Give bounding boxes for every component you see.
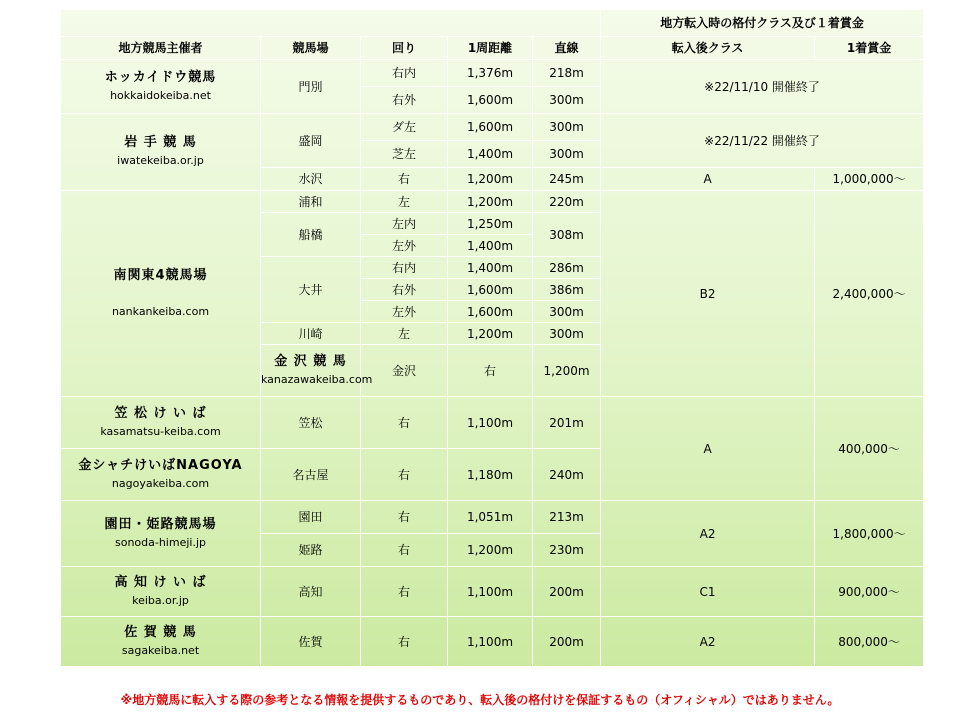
organizer-name: 笠 松 け い ば	[114, 405, 207, 421]
track-name: 盛岡	[261, 114, 361, 168]
straight-cell: 300m	[533, 323, 601, 345]
direction-cell: 左	[361, 191, 448, 213]
circuit-cell: 1,200m	[448, 534, 533, 567]
circuit-cell: 1,200m	[448, 168, 533, 191]
circuit-cell: 1,400m	[448, 257, 533, 279]
organizer-url: nagoyakeiba.com	[111, 476, 210, 490]
circuit-cell: 1,100m	[448, 397, 533, 449]
straight-cell: 218m	[533, 60, 601, 87]
circuit-cell: 1,100m	[448, 617, 533, 667]
class-cell: A	[601, 168, 815, 191]
organizer-url: keiba.or.jp	[132, 593, 189, 607]
straight-cell: 286m	[533, 257, 601, 279]
header-straight: 直線	[533, 37, 601, 60]
prize-cell: 1,800,000～	[815, 501, 924, 567]
straight-cell: 245m	[533, 168, 601, 191]
track-name: 船橋	[261, 213, 361, 257]
table-row	[61, 617, 924, 667]
direction-cell: 右	[361, 567, 448, 617]
straight-cell: 300m	[533, 87, 601, 114]
organizer-cell-sonoda-himeji	[61, 501, 261, 567]
straight-cell: 201m	[533, 397, 601, 449]
direction-cell: 右	[361, 397, 448, 449]
racecourse-table	[60, 9, 924, 667]
prize-cell: 1,000,000～	[815, 168, 924, 191]
closure-note: ※22/11/22 開催終了	[601, 114, 924, 168]
prize-cell: 400,000～	[815, 397, 924, 501]
track-name: 園田	[261, 501, 361, 534]
header-circuit: 1周距離	[448, 37, 533, 60]
organizer-url: hokkaidokeiba.net	[110, 88, 211, 102]
circuit-cell: 1,600m	[448, 301, 533, 323]
organizer-cell-kasamatsu	[61, 397, 261, 449]
header-class-after: 転入後クラス	[601, 37, 815, 60]
table-row	[61, 567, 924, 617]
prize-cell: 2,400,000～	[815, 191, 924, 397]
prize-cell: 800,000～	[815, 617, 924, 667]
straight-cell: 240m	[533, 449, 601, 501]
class-cell: B2	[601, 191, 815, 397]
table-row	[61, 191, 924, 213]
table-row	[61, 114, 924, 141]
organizer-cell-hokkaido	[61, 60, 261, 114]
organizer-name: 佐 賀 競 馬	[124, 624, 197, 640]
direction-cell: 左内	[361, 213, 448, 235]
header-racecourse: 競馬場	[261, 37, 361, 60]
track-name: 大井	[261, 257, 361, 323]
circuit-cell: 1,600m	[448, 87, 533, 114]
direction-cell: 右	[448, 345, 533, 397]
circuit-cell: 1,400m	[448, 235, 533, 257]
straight-cell: 230m	[533, 534, 601, 567]
organizer-name: ホッカイドウ競馬	[104, 69, 217, 85]
organizer-name: 金シャチけいばNAGOYA	[78, 457, 243, 473]
direction-cell: 右	[361, 168, 448, 191]
circuit-cell: 1,376m	[448, 60, 533, 87]
circuit-cell: 1,250m	[448, 213, 533, 235]
disclaimer-note: ※地方競馬に転入する際の参考となる情報を提供するものであり、転入後の格付けを保証するもの（オフィシャル）ではありません。	[120, 693, 840, 707]
circuit-cell: 1,100m	[448, 567, 533, 617]
table-row	[61, 501, 924, 534]
straight-cell: 220m	[533, 191, 601, 213]
circuit-cell: 1,600m	[448, 279, 533, 301]
organizer-cell-nagoya	[61, 449, 261, 501]
organizer-name: 南関東4競馬場	[113, 267, 208, 283]
direction-cell: 右	[361, 501, 448, 534]
direction-cell: 右	[361, 449, 448, 501]
header-group-title: 地方転入時の格付クラス及び１着賞金	[601, 10, 924, 37]
class-cell: A	[601, 397, 815, 501]
organizer-url: kasamatsu-keiba.com	[100, 424, 221, 438]
direction-cell: 右外	[361, 279, 448, 301]
organizer-cell-iwate	[61, 114, 261, 191]
organizer-name: 岩 手 競 馬	[124, 135, 197, 150]
direction-cell: 右	[361, 534, 448, 567]
circuit-cell: 1,200m	[448, 323, 533, 345]
track-name: 姫路	[261, 534, 361, 567]
organizer-cell-saga	[61, 617, 261, 667]
organizer-name: 高 知 け い ば	[114, 574, 207, 590]
circuit-cell: 1,180m	[448, 449, 533, 501]
straight-cell: 213m	[533, 501, 601, 534]
direction-cell: 左	[361, 323, 448, 345]
direction-cell: ダ左	[361, 114, 448, 141]
table-row	[61, 397, 924, 449]
direction-cell: 右外	[361, 87, 448, 114]
organizer-url: kanazawakeiba.com	[261, 372, 373, 386]
class-cell: A2	[601, 501, 815, 567]
organizer-name: 園田・姫路競馬場	[104, 516, 217, 532]
organizer-cell-kochi	[61, 567, 261, 617]
track-name: 浦和	[261, 191, 361, 213]
direction-cell: 右内	[361, 257, 448, 279]
track-name: 佐賀	[261, 617, 361, 667]
table-row	[61, 60, 924, 87]
organizer-url: sagakeiba.net	[121, 643, 200, 657]
direction-cell: 右内	[361, 60, 448, 87]
header-organizer: 地方競馬主催者	[61, 37, 261, 60]
track-name: 川崎	[261, 323, 361, 345]
organizer-url: nankankeiba.com	[111, 304, 210, 318]
track-name: 水沢	[261, 168, 361, 191]
header-direction: 回り	[361, 37, 448, 60]
prize-cell: 900,000～	[815, 567, 924, 617]
direction-cell: 右	[361, 617, 448, 667]
organizer-name: 金 沢 競 馬	[274, 353, 347, 369]
circuit-cell: 1,200m	[448, 191, 533, 213]
organizer-url: iwatekeiba.or.jp	[117, 154, 204, 167]
circuit-cell: 1,051m	[448, 501, 533, 534]
class-cell: A2	[601, 617, 815, 667]
direction-cell: 左外	[361, 301, 448, 323]
straight-cell: 308m	[533, 213, 601, 257]
direction-cell: 芝左	[361, 141, 448, 168]
straight-cell: 200m	[533, 567, 601, 617]
circuit-cell: 1,600m	[448, 114, 533, 141]
organizer-url: sonoda-himeji.jp	[114, 535, 206, 549]
class-cell: C1	[601, 567, 815, 617]
organizer-cell-minami-kanto	[61, 191, 261, 397]
direction-cell: 左外	[361, 235, 448, 257]
circuit-cell: 1,400m	[448, 141, 533, 168]
straight-cell: 200m	[533, 617, 601, 667]
track-name: 名古屋	[261, 449, 361, 501]
straight-cell: 300m	[533, 301, 601, 323]
header-blank-cell	[61, 10, 601, 37]
track-name: 高知	[261, 567, 361, 617]
header-prize: 1着賞金	[815, 37, 924, 60]
straight-cell: 300m	[533, 114, 601, 141]
track-name: 門別	[261, 60, 361, 114]
straight-cell: 300m	[533, 141, 601, 168]
organizer-cell-kanazawa	[261, 345, 373, 397]
straight-cell: 386m	[533, 279, 601, 301]
closure-note: ※22/11/10 開催終了	[601, 60, 924, 114]
track-name: 笠松	[261, 397, 361, 449]
circuit-cell: 1,200m	[533, 345, 601, 397]
track-name: 金沢	[361, 345, 448, 397]
